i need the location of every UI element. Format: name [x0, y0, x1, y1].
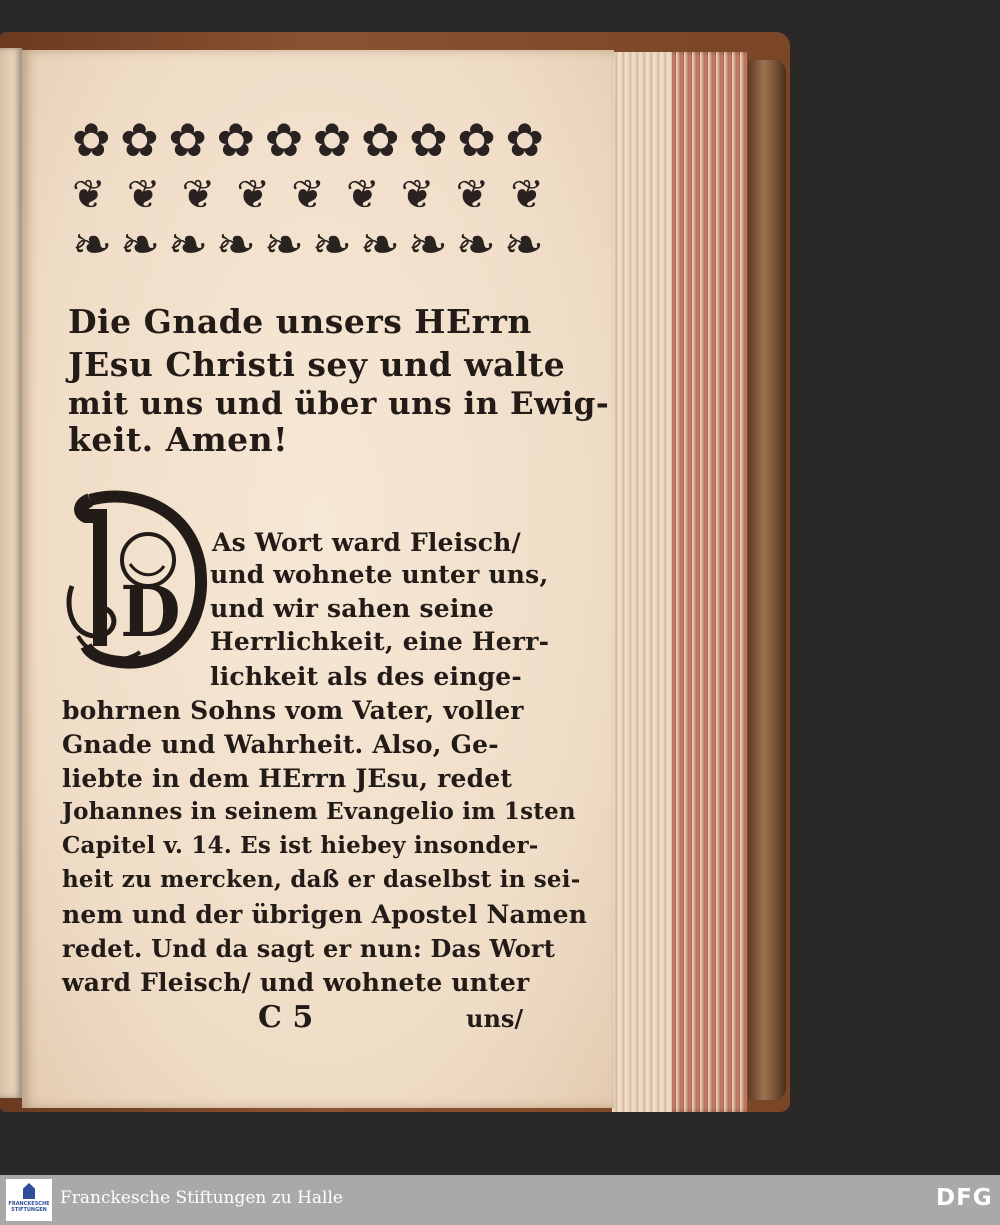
- book-spine-edge: [748, 60, 786, 1100]
- text-line: bohrnen Sohns vom Vater, voller: [62, 696, 524, 725]
- heading-line: Die Gnade unsers HErrn: [68, 302, 532, 341]
- text-line: heit zu mercken, daß er daselbst in sei-: [62, 866, 581, 893]
- text-line: Capitel v. 14. Es ist hiebey insonder-: [62, 832, 539, 859]
- ornament-row-top: [72, 114, 544, 166]
- text-line: liebte in dem HErrn JEsu, redet: [62, 764, 513, 793]
- scroll-ornament-icon: ❦: [72, 172, 106, 218]
- scroll-ornament-icon: ❦: [126, 172, 161, 218]
- text-line: Herrlichkeit, eine Herr-: [210, 627, 550, 656]
- text-line: und wir sahen seine: [210, 594, 495, 623]
- building-icon: [23, 1183, 35, 1199]
- page-block-edges: [612, 52, 747, 1112]
- ornament-row-bottom: [72, 216, 544, 274]
- heading-line: mit uns und über uns in Ewig-: [68, 386, 610, 422]
- signature-mark: C 5: [258, 1000, 314, 1035]
- text-line: und wohnete unter uns,: [210, 560, 549, 589]
- flower-ornament-icon: ✿: [216, 113, 256, 167]
- scroll-ornament-icon: ❦: [236, 172, 270, 218]
- logo-text: FRANCKESCHE STIFTUNGEN: [8, 1201, 50, 1213]
- tulip-ornament-icon: ❧: [72, 217, 113, 273]
- text-line: nem und der übrigen Apostel Namen: [62, 900, 588, 929]
- flower-ornament-icon: ✿: [360, 113, 400, 167]
- scroll-ornament-icon: ❦: [181, 172, 216, 218]
- flower-ornament-icon: ✿: [312, 113, 352, 167]
- tulip-ornament-icon: ❧: [263, 217, 305, 273]
- institution-name[interactable]: Franckesche Stiftungen zu Halle: [60, 1188, 343, 1208]
- text-line: ward Fleisch/ und wohnete unter: [62, 968, 530, 997]
- flower-ornament-icon: ✿: [505, 113, 544, 167]
- dfg-logo[interactable]: DFG: [936, 1185, 993, 1211]
- decorated-initial: [60, 486, 210, 676]
- tulip-ornament-icon: ❧: [359, 217, 401, 273]
- text-line: lichkeit als des einge-: [210, 662, 522, 691]
- tulip-ornament-icon: ❧: [167, 217, 209, 273]
- footer-bar: [0, 1175, 1000, 1225]
- institution-logo[interactable]: [6, 1179, 52, 1221]
- text-line: As Wort ward Fleisch/: [212, 528, 521, 557]
- scroll-ornament-icon: ❦: [510, 172, 544, 218]
- tulip-ornament-icon: ❧: [407, 217, 448, 273]
- initial-d-ornament-icon: [60, 486, 210, 676]
- heading-line: keit. Amen!: [68, 420, 289, 459]
- scroll-ornament-icon: ❦: [291, 172, 325, 218]
- tulip-ornament-icon: ❧: [311, 217, 353, 273]
- flower-ornament-icon: ✿: [264, 113, 304, 167]
- tulip-ornament-icon: ❧: [215, 217, 257, 273]
- flower-ornament-icon: ✿: [120, 113, 159, 167]
- flower-ornament-icon: ✿: [72, 113, 111, 167]
- tulip-ornament-icon: ❧: [455, 217, 496, 273]
- ornament-row-middle: [72, 172, 544, 218]
- left-page-edge: [0, 48, 22, 1098]
- text-line: Johannes in seinem Evangelio im 1sten: [62, 798, 576, 825]
- tulip-ornament-icon: ❧: [119, 217, 161, 273]
- flower-ornament-icon: ✿: [409, 113, 448, 167]
- tulip-ornament-icon: ❧: [503, 217, 544, 273]
- catchword: uns/: [466, 1004, 524, 1033]
- heading-line: JEsu Christi sey und walte: [68, 345, 566, 384]
- flower-ornament-icon: ✿: [457, 113, 496, 167]
- text-line: Gnade und Wahrheit. Also, Ge-: [62, 730, 499, 759]
- initial-letter: D: [120, 570, 181, 653]
- scroll-ornament-icon: ❦: [455, 172, 490, 218]
- flower-ornament-icon: ✿: [168, 113, 207, 167]
- scroll-ornament-icon: ❦: [345, 172, 380, 218]
- text-line: redet. Und da sagt er nun: Das Wort: [62, 934, 556, 963]
- scroll-ornament-icon: ❦: [400, 172, 435, 218]
